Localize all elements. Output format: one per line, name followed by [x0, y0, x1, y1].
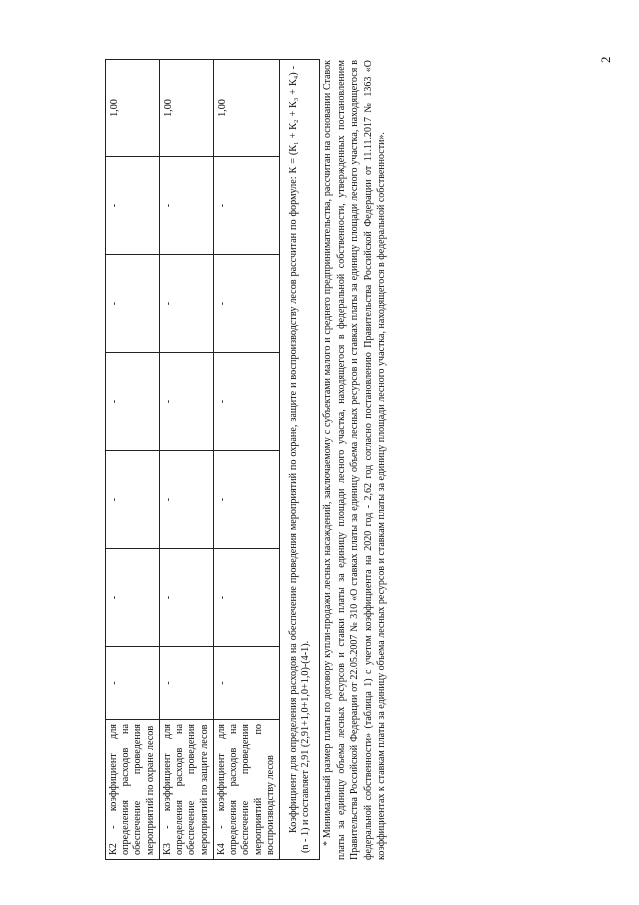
coefficient-label: К2 - коэффициент для определения расходов на обеспечение проведения мероприятий по охране лесов — [106, 720, 160, 860]
table-row-summary — [280, 60, 319, 860]
formula-summary: Коэффициент для определения расходов на обеспечение проведения мероприятий по охране, защите и воспроизводству лесов рассчитан по формуле: К = (К₁ + К₂ + К₃ + К₄) - (n - 1) и составляет 2,91 (2,91+1,0+1,0+1,0)-(4-1). — [280, 60, 319, 860]
table-cell: - — [106, 255, 160, 353]
table-cell: - — [213, 549, 279, 647]
table-cell: - — [159, 451, 213, 549]
page-number: 2 — [598, 56, 613, 63]
coefficient-value: 1,00 — [106, 60, 160, 157]
table-cell: - — [106, 157, 160, 255]
table-cell: - — [159, 255, 213, 353]
coefficient-value: 1,00 — [159, 60, 213, 157]
table-row — [159, 60, 213, 860]
table-cell: - — [213, 647, 279, 720]
table-cell: - — [106, 549, 160, 647]
table-row — [106, 60, 160, 860]
table-cell: - — [213, 451, 279, 549]
table-cell: - — [213, 157, 279, 255]
table-cell: - — [159, 549, 213, 647]
table-cell: - — [106, 647, 160, 720]
coefficient-value: 1,00 — [213, 60, 279, 157]
table-cell: - — [159, 353, 213, 451]
table-cell: - — [213, 255, 279, 353]
coefficient-label: К4 - коэффициент для определения расходов на обеспечение проведения мероприятий по воспроизводству лесов — [213, 720, 279, 860]
table-row — [213, 60, 279, 860]
coefficient-label: К3 - коэффициент для определения расходов на обеспечение проведения мероприятий по защите лесов — [159, 720, 213, 860]
table-cell: - — [106, 353, 160, 451]
coefficient-table — [105, 59, 320, 860]
table-cell: - — [213, 353, 279, 451]
table-cell: - — [106, 451, 160, 549]
table-cell: - — [159, 157, 213, 255]
rotated-content — [95, 60, 445, 860]
table-cell: - — [159, 647, 213, 720]
footnote: * Минимальный размер платы по договору купли-продажи лесных насаждений, заключаемому с субъектами малого и среднего предпринимательства, рассчитан на основании Ставок платы за единицу объема лесных ресурсов и ставки платы за единицу площади лесного участка, находящегося в федеральной собственности, утвержденных постановлением Правительства Российской Федерации от 22.05.2007 № 310 «О ставках платы за единицу объема лесных ресурсов и ставках платы за единицу площади лесного участка, находящегося в федеральной собственности» (таблица 1) с учетом коэффициента на 2020 год - 2,62 год согласно постановлению Правительства Российской Федерации от 11.11.2017 № 1363 «О коэффициентах к ставкам платы за единицу объема лесных ресурсов и ставкам платы за единицу площади лесного участка, находящегося в федеральной собственности». — [322, 60, 388, 860]
